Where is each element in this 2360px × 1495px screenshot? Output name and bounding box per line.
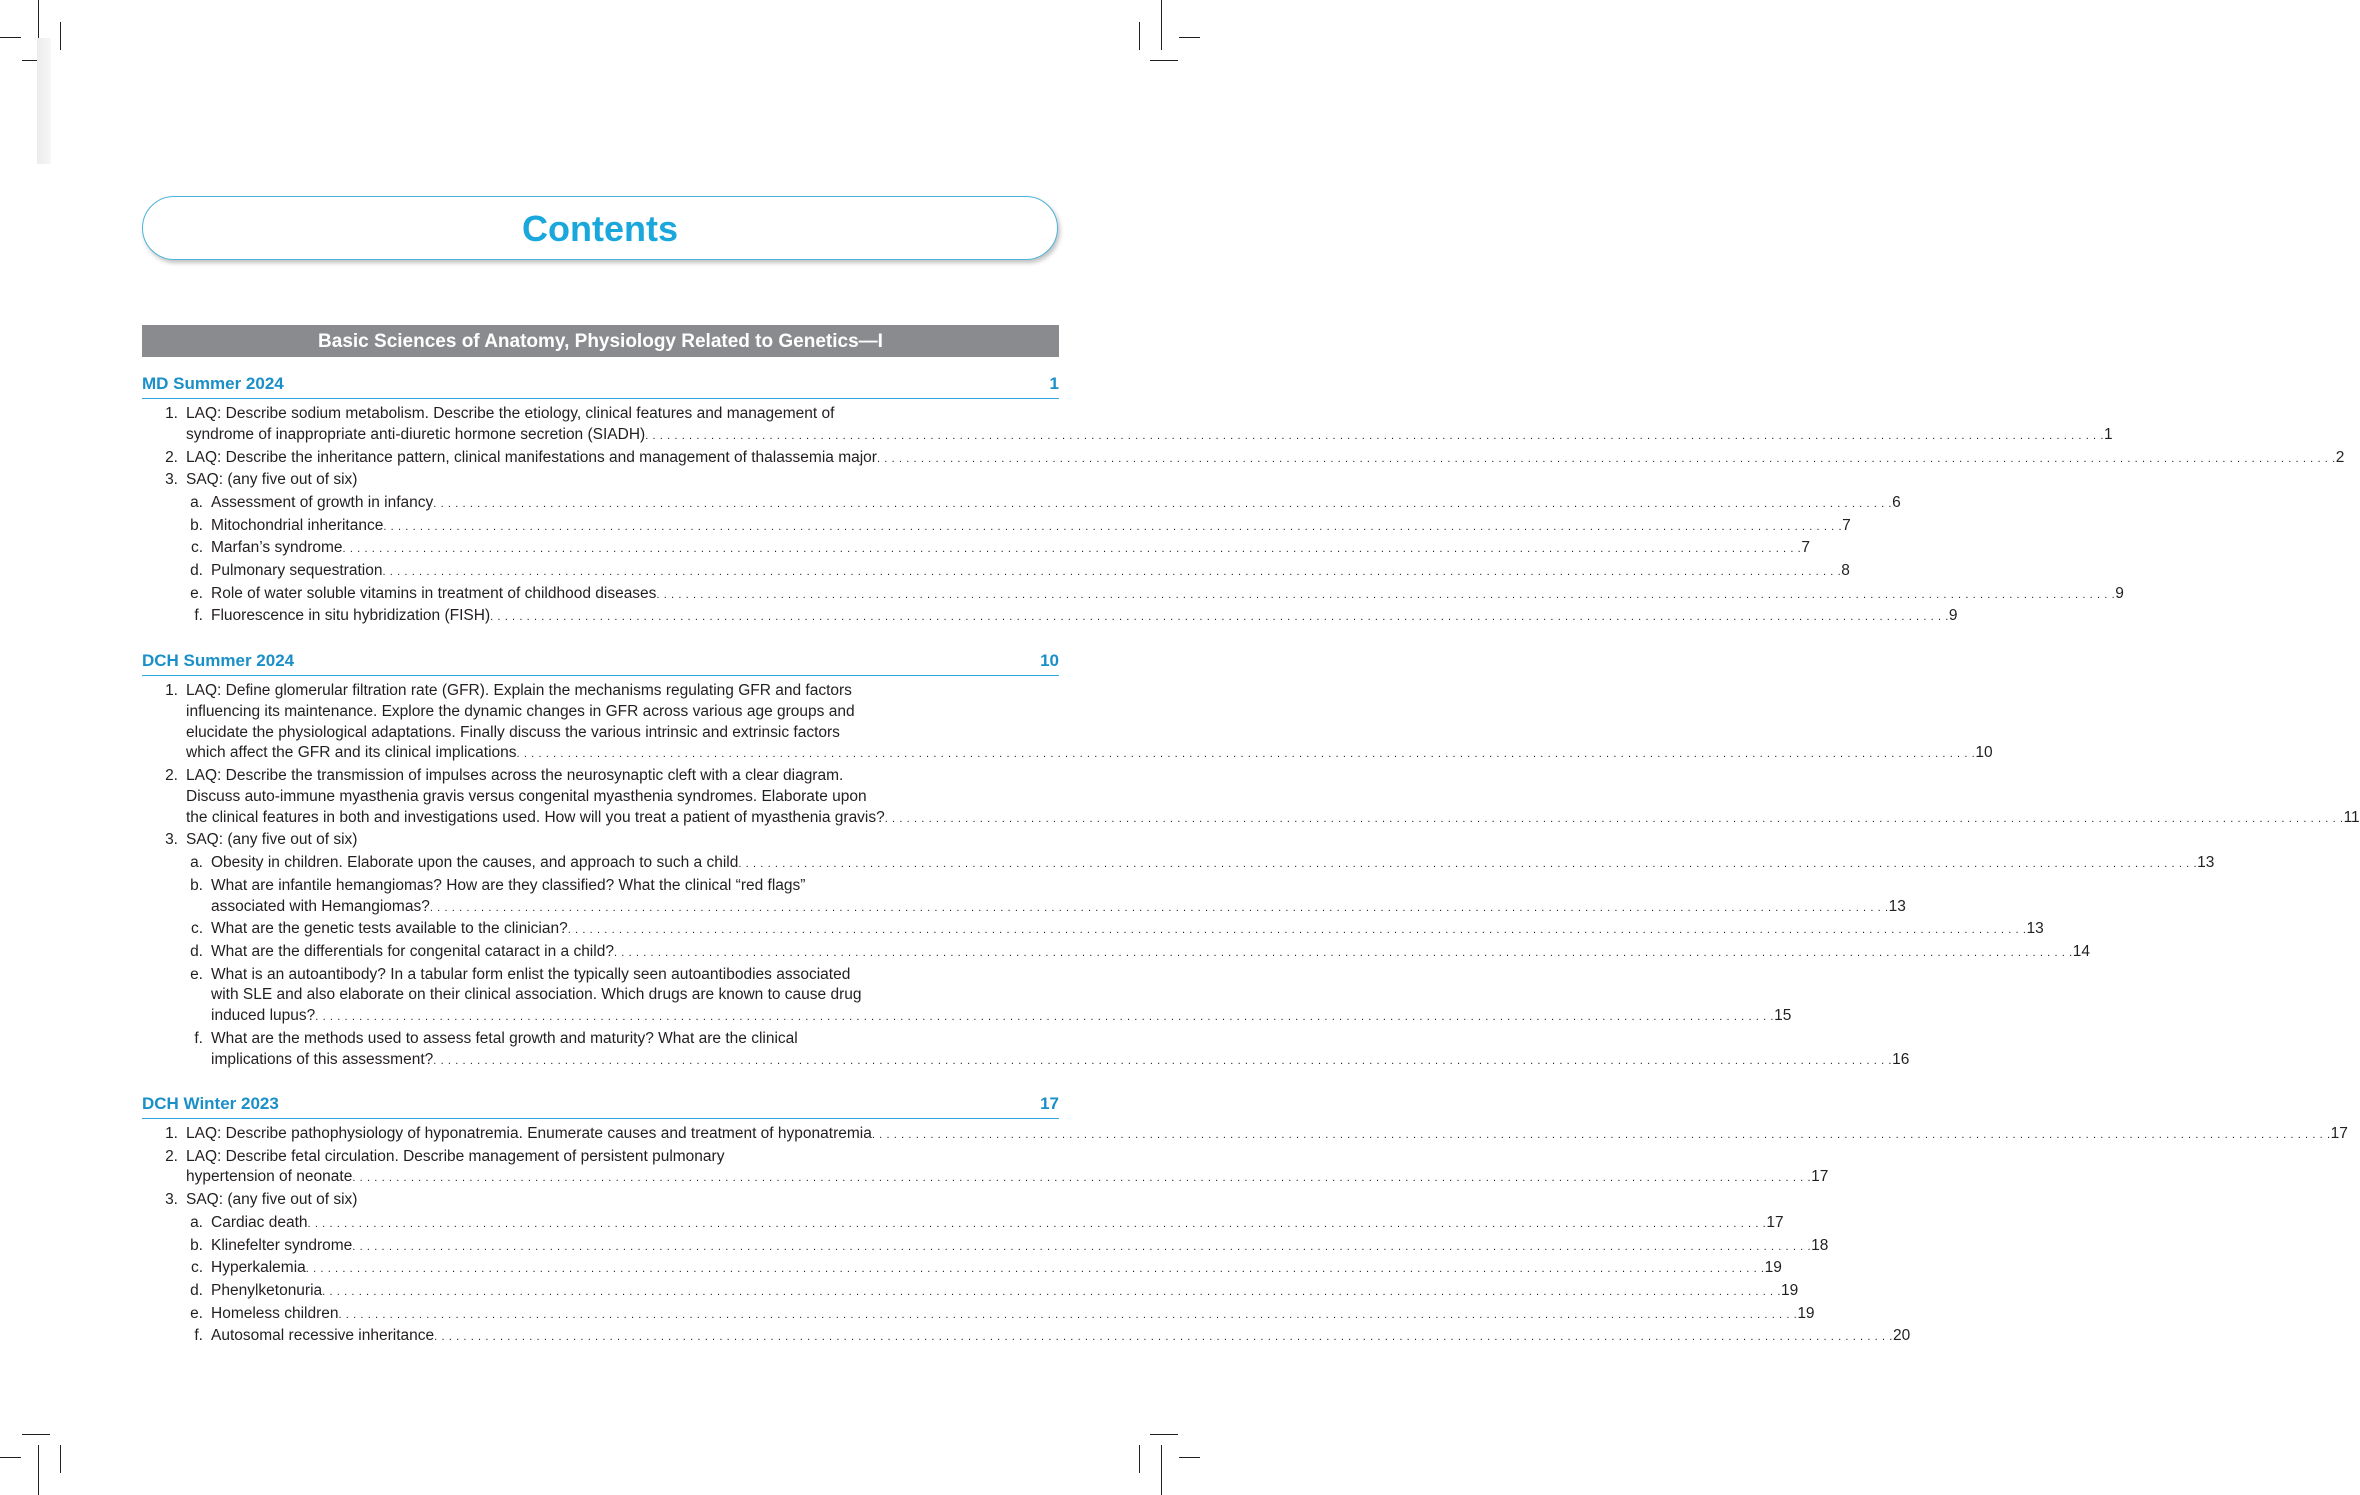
crop-mark (1161, 0, 1162, 50)
entry-text-line: Assessment of growth in infancy (211, 493, 434, 511)
entry-page-number: 16 (1892, 1050, 1910, 1068)
entry-text-line: Hyperkalemia (211, 1259, 306, 1277)
dot-leader: . . . . . . . . . . . . . . . . . . . . . . . . . . . . . . . . . . . . . . . . . . . . . . . . . . . . . . . . . . . . . . . . . . . . . . . . . . . . . . . . . . . . . . . . . . . . . . . . . . . . . . . . . . . . . . . . . . . . . . . . . . . . . . . . . . . . . . . . . . . . . . . . . . . . . . . . . . . . . . . . . . . . . . . . . . . . . . . . . . . . . . . . . . . . . . . . . . . . . . . . (307, 1217, 1767, 1230)
entry-text-line: What are the methods used to assess fetal growth and maturity? What are the clinical (211, 1030, 798, 1047)
entry-number: f. (194, 1030, 203, 1047)
entry-text-line: SAQ: (any five out of six) (186, 831, 358, 849)
entry-text-line: Discuss auto-immune myasthenia gravis versus congenital myasthenia syndromes. Elaborate upon (186, 787, 867, 805)
dot-leader: . . . . . . . . . . . . . . . . . . . . . . . . . . . . . . . . . . . . . . . . . . . . . . . . . . . . . . . . . . . . . . . . . . . . . . . . . . . . . . . . . . . . . . . . . . . . . . . . . . . . . . . . . . . . . . . . . . . . . . . . . . . . . . . . . . . . . . . . . . . . . . . . . . . . . . . . . . . . . . . . . . . . . . . . . . . . . . . . . . . . . . . . . . . . . . . . . . . . . . . . (433, 497, 1893, 510)
entry-page-number: 15 (1774, 1007, 1792, 1025)
dot-leader: . . . . . . . . . . . . . . . . . . . . . . . . . . . . . . . . . . . . . . . . . . . . . . . . . . . . . . . . . . . . . . . . . . . . . . . . . . . . . . . . . . . . . . . . . . . . . . . . . . . . . . . . . . . . . . . . . . . . . . . . . . . . . . . . . . . . . . . . . . . . . . . . . . . . . . . . . . . . . . . . . . . . . . . . . . . . . . . . . . . . . . . . . . . . . . . . . . . . . . . . (305, 1263, 1765, 1276)
crop-mark (22, 1434, 50, 1435)
entry-page-number: 20 (1892, 1327, 1911, 1345)
entry-page-number: 9 (2115, 584, 2124, 602)
entry-text-line: LAQ: Describe the inheritance pattern, clinical manifestations and management of thalassemia major (186, 448, 877, 466)
entry-page-number: 14 (2072, 943, 2091, 960)
section-page-number: 1 (1049, 374, 1059, 393)
entry-number: f. (194, 1327, 203, 1345)
part-banner: Basic Sciences of Anatomy, Physiology Related to Genetics—I (142, 325, 1059, 357)
entry-text-line: Autosomal recessive inheritance (211, 1327, 435, 1345)
dot-leader: . . . . . . . . . . . . . . . . . . . . . . . . . . . . . . . . . . . . . . . . . . . . . . . . . . . . . . . . . . . . . . . . . . . . . . . . . . . . . . . . . . . . . . . . . . . . . . . . . . . . . . . . . . . . . . . . . . . . . . . . . . . . . . . . . . . . . . . . . . . . . . . . . . . . . . . . . . . . . . . . . . . . . . . . . . . . . . . . . . . . . . . . . . . . . . . . . . . . . . . . (338, 1308, 1798, 1321)
crop-mark (0, 37, 21, 38)
entry-text-line: which affect the GFR and its clinical implications (186, 744, 517, 762)
entry-page-number: 19 (1797, 1304, 1815, 1322)
entry-number: e. (190, 584, 203, 602)
entry-number: e. (190, 965, 203, 983)
entry-number: a. (190, 1213, 203, 1231)
entry-number: 3. (165, 471, 178, 489)
dot-leader: . . . . . . . . . . . . . . . . . . . . . . . . . . . . . . . . . . . . . . . . . . . . . . . . . . . . . . . . . . . . . . . . . . . . . . . . . . . . . . . . . . . . . . . . . . . . . . . . . . . . . . . . . . . . . . . . . . . . . . . . . . . . . . . . . . . . . . . . . . . . . . . . . . . . . . . . . . . . . . . . . . . . . . . . . . . . . . . . . . . . . . . . . . . . . . . . . . . . . . . . (645, 429, 2104, 442)
entry-number: a. (190, 854, 203, 872)
entry-number: 1. (165, 682, 178, 699)
entry-number: c. (190, 920, 203, 938)
entry-page-number: 11 (2343, 808, 2360, 826)
section-page-number: 17 (1040, 1094, 1059, 1113)
dot-leader: . . . . . . . . . . . . . . . . . . . . . . . . . . . . . . . . . . . . . . . . . . . . . . . . . . . . . . . . . . . . . . . . . . . . . . . . . . . . . . . . . . . . . . . . . . . . . . . . . . . . . . . . . . . . . . . . . . . . . . . . . . . . . . . . . . . . . . . . . . . . . . . . . . . . . . . . . . . . . . . . . . . . . . . . . . . . . . . . . . . . . . . . . . . . . . . . . . . . . . . . (613, 947, 2073, 959)
entry-number: 2. (165, 767, 178, 785)
entry-number: d. (190, 943, 203, 960)
entry-page-number: 7 (1842, 516, 1851, 534)
crop-mark (1139, 1445, 1140, 1473)
entry-text-line: What are the differentials for congenital cataract in a child? (211, 943, 614, 960)
entry-text-line: hypertension of neonate (186, 1168, 353, 1186)
crop-mark (60, 22, 61, 50)
crop-mark (0, 1457, 21, 1458)
entry-number: 3. (165, 1191, 178, 1209)
entry-text-line: LAQ: Describe the transmission of impulses across the neurosynaptic cleft with a clear diagram. (186, 767, 844, 785)
entry-text-line: LAQ: Describe fetal circulation. Describe management of persistent pulmonary (186, 1147, 725, 1165)
dot-leader: . . . . . . . . . . . . . . . . . . . . . . . . . . . . . . . . . . . . . . . . . . . . . . . . . . . . . . . . . . . . . . . . . . . . . . . . . . . . . . . . . . . . . . . . . . . . . . . . . . . . . . . . . . . . . . . . . . . . . . . . . . . . . . . . . . . . . . . . . . . . . . . . . . . . . . . . . . . . . . . . . . . . . . . . . . . . . . . . . . . . . . . . . . . . . . . . . . . . . . . . (871, 1129, 2331, 1141)
entry-text-line: What is an autoantibody? In a tabular form enlist the typically seen autoantibodies associated (211, 965, 851, 983)
entry-text-line: the clinical features in both and investigations used. How will you treat a patient of myasthenia gravis? (186, 808, 885, 826)
entry-page-number: 9 (1948, 607, 1958, 625)
entry-text-line: LAQ: Define glomerular filtration rate (GFR). Explain the mechanisms regulating GFR and factors (186, 682, 852, 699)
dot-leader: . . . . . . . . . . . . . . . . . . . . . . . . . . . . . . . . . . . . . . . . . . . . . . . . . . . . . . . . . . . . . . . . . . . . . . . . . . . . . . . . . . . . . . . . . . . . . . . . . . . . . . . . . . . . . . . . . . . . . . . . . . . . . . . . . . . . . . . . . . . . . . . . . . . . . . . . . . . . . . . . . . . . . . . . . . . . . . . . . . . . . . . . . . . . . . . . . . . . . . . . (352, 1240, 1812, 1253)
dot-leader: . . . . . . . . . . . . . . . . . . . . . . . . . . . . . . . . . . . . . . . . . . . . . . . . . . . . . . . . . . . . . . . . . . . . . . . . . . . . . . . . . . . . . . . . . . . . . . . . . . . . . . . . . . . . . . . . . . . . . . . . . . . . . . . . . . . . . . . . . . . . . . . . . . . . . . . . . . . . . . . . . . . . . . . . . . . . . . . . . . . . . . . . . . . . . . . . . . . . . . . . (884, 812, 2344, 825)
dot-leader: . . . . . . . . . . . . . . . . . . . . . . . . . . . . . . . . . . . . . . . . . . . . . . . . . . . . . . . . . . . . . . . . . . . . . . . . . . . . . . . . . . . . . . . . . . . . . . . . . . . . . . . . . . . . . . . . . . . . . . . . . . . . . . . . . . . . . . . . . . . . . . . . . . . . . . . . . . . . . . . . . . . . . . . . . . . . . . . . . . . . . . . . . . . . . . . . . . . . . . . . (876, 452, 2336, 465)
entry-page-number: 18 (1811, 1236, 1829, 1254)
page-title: Contents (522, 208, 678, 249)
entry-text-line: SAQ: (any five out of six) (186, 471, 358, 489)
dot-leader: . . . . . . . . . . . . . . . . . . . . . . . . . . . . . . . . . . . . . . . . . . . . . . . . . . . . . . . . . . . . . . . . . . . . . . . . . . . . . . . . . . . . . . . . . . . . . . . . . . . . . . . . . . . . . . . . . . . . . . . . . . . . . . . . . . . . . . . . . . . . . . . . . . . . . . . . . . . . . . . . . . . . . . . . . . . . . . . . . . . . . . . . . . . . . . . . . . . . . . . . (322, 1286, 1781, 1298)
crop-mark (1179, 1457, 1200, 1458)
entry-page-number: 2 (2335, 448, 2345, 466)
dot-leader: . . . . . . . . . . . . . . . . . . . . . . . . . . . . . . . . . . . . . . . . . . . . . . . . . . . . . . . . . . . . . . . . . . . . . . . . . . . . . . . . . . . . . . . . . . . . . . . . . . . . . . . . . . . . . . . . . . . . . . . . . . . . . . . . . . . . . . . . . . . . . . . . . . . . . . . . . . . . . . . . . . . . . . . . . . . . . . . . . . . . . . . . . . . . . . . . . . . . . . . . (433, 1054, 1893, 1067)
entry-text-line: Marfan’s syndrome (211, 539, 343, 557)
dot-leader: . . . . . . . . . . . . . . . . . . . . . . . . . . . . . . . . . . . . . . . . . . . . . . . . . . . . . . . . . . . . . . . . . . . . . . . . . . . . . . . . . . . . . . . . . . . . . . . . . . . . . . . . . . . . . . . . . . . . . . . . . . . . . . . . . . . . . . . . . . . . . . . . . . . . . . . . . . . . . . . . . . . . . . . . . . . . . . . . . . . . . . . . . . . . . . . . . . . . . . . . (490, 611, 1949, 624)
entry-number: b. (190, 1236, 203, 1254)
entry-number: d. (190, 562, 203, 579)
entry-text-line: SAQ: (any five out of six) (186, 1191, 358, 1209)
crop-mark (38, 1445, 39, 1495)
dot-leader: . . . . . . . . . . . . . . . . . . . . . . . . . . . . . . . . . . . . . . . . . . . . . . . . . . . . . . . . . . . . . . . . . . . . . . . . . . . . . . . . . . . . . . . . . . . . . . . . . . . . . . . . . . . . . . . . . . . . . . . . . . . . . . . . . . . . . . . . . . . . . . . . . . . . . . . . . . . . . . . . . . . . . . . . . . . . . . . . . . . . . . . . . . . . . . . . . . . . . . . . (383, 520, 1843, 533)
entry-number: 1. (165, 1125, 178, 1142)
entry-text-line: LAQ: Describe pathophysiology of hyponatremia. Enumerate causes and treatment of hyponatremia (186, 1125, 872, 1142)
entry-page-number: 10 (1975, 744, 1993, 762)
crop-mark (1179, 37, 1200, 38)
crop-mark (60, 1445, 61, 1473)
entry-number: e. (190, 1304, 203, 1322)
entry-text-line: Obesity in children. Elaborate upon the causes, and approach to such a child (211, 854, 739, 872)
page-edge-strip (37, 38, 51, 164)
entry-text-line: What are the genetic tests available to the clinician? (211, 920, 568, 938)
entry-text-line: induced lupus? (211, 1007, 316, 1025)
entry-number: 3. (165, 831, 178, 849)
entry-number: a. (190, 493, 203, 511)
dot-leader: . . . . . . . . . . . . . . . . . . . . . . . . . . . . . . . . . . . . . . . . . . . . . . . . . . . . . . . . . . . . . . . . . . . . . . . . . . . . . . . . . . . . . . . . . . . . . . . . . . . . . . . . . . . . . . . . . . . . . . . . . . . . . . . . . . . . . . . . . . . . . . . . . . . . . . . . . . . . . . . . . . . . . . . . . . . . . . . . . . . . . . . . . . . . . . . . . . . . . . . . (434, 1331, 1893, 1344)
entry-number: b. (190, 876, 203, 894)
dot-leader: . . . . . . . . . . . . . . . . . . . . . . . . . . . . . . . . . . . . . . . . . . . . . . . . . . . . . . . . . . . . . . . . . . . . . . . . . . . . . . . . . . . . . . . . . . . . . . . . . . . . . . . . . . . . . . . . . . . . . . . . . . . . . . . . . . . . . . . . . . . . . . . . . . . . . . . . . . . . . . . . . . . . . . . . . . . . . . . . . . . . . . . . . . . . . . . . . . . . . . . . (738, 858, 2198, 871)
section-heading (142, 1094, 1059, 1119)
entry-text-line: with SLE and also elaborate on their clinical association. Which drugs are known to cause drug (211, 986, 862, 1004)
entry-text-line: Cardiac death (211, 1213, 308, 1231)
entry-text-line: associated with Hemangiomas? (211, 897, 430, 915)
section-title: DCH Winter 2023 (142, 1094, 279, 1113)
entry-text-line: implications of this assessment? (211, 1050, 434, 1068)
entry-text-line: Mitochondrial inheritance (211, 516, 384, 534)
contents-title-box (142, 196, 1058, 260)
crop-mark (1150, 60, 1178, 61)
dot-leader: . . . . . . . . . . . . . . . . . . . . . . . . . . . . . . . . . . . . . . . . . . . . . . . . . . . . . . . . . . . . . . . . . . . . . . . . . . . . . . . . . . . . . . . . . . . . . . . . . . . . . . . . . . . . . . . . . . . . . . . . . . . . . . . . . . . . . . . . . . . . . . . . . . . . . . . . . . . . . . . . . . . . . . . . . . . . . . . . . . . . . . . . . . . . . . . . . . . . . . . . (567, 924, 2027, 937)
entry-text-line: elucidate the physiological adaptations. Finally discuss the various intrinsic and extrinsic factors (186, 723, 840, 741)
entry-page-number: 17 (1811, 1168, 1829, 1186)
entry-page-number: 13 (2197, 854, 2215, 872)
section-heading (142, 374, 1059, 399)
crop-mark (1139, 22, 1140, 50)
entry-text-line: syndrome of inappropriate anti-diuretic hormone secretion (SIADH) (186, 425, 646, 443)
dot-leader: . . . . . . . . . . . . . . . . . . . . . . . . . . . . . . . . . . . . . . . . . . . . . . . . . . . . . . . . . . . . . . . . . . . . . . . . . . . . . . . . . . . . . . . . . . . . . . . . . . . . . . . . . . . . . . . . . . . . . . . . . . . . . . . . . . . . . . . . . . . . . . . . . . . . . . . . . . . . . . . . . . . . . . . . . . . . . . . . . . . . . . . . . . . . . . . . . . . . . . . . (516, 748, 1976, 761)
dot-leader: . . . . . . . . . . . . . . . . . . . . . . . . . . . . . . . . . . . . . . . . . . . . . . . . . . . . . . . . . . . . . . . . . . . . . . . . . . . . . . . . . . . . . . . . . . . . . . . . . . . . . . . . . . . . . . . . . . . . . . . . . . . . . . . . . . . . . . . . . . . . . . . . . . . . . . . . . . . . . . . . . . . . . . . . . . . . . . . . . . . . . . . . . . . . . . . . . . . . . . . . (656, 588, 2116, 601)
entry-page-number: 13 (2026, 920, 2044, 938)
dot-leader: . . . . . . . . . . . . . . . . . . . . . . . . . . . . . . . . . . . . . . . . . . . . . . . . . . . . . . . . . . . . . . . . . . . . . . . . . . . . . . . . . . . . . . . . . . . . . . . . . . . . . . . . . . . . . . . . . . . . . . . . . . . . . . . . . . . . . . . . . . . . . . . . . . . . . . . . . . . . . . . . . . . . . . . . . . . . . . . . . . . . . . . . . . . . . . . . . . . . . . . . (429, 901, 1889, 914)
entry-page-number: 6 (1892, 493, 1901, 511)
section-title: DCH Summer 2024 (142, 651, 295, 670)
entry-text-line: Role of water soluble vitamins in treatment of childhood diseases (211, 584, 657, 602)
entry-text-line: LAQ: Describe sodium metabolism. Describe the etiology, clinical features and management of (186, 405, 835, 422)
entry-text-line: Fluorescence in situ hybridization (FISH) (211, 607, 491, 625)
entry-number: 2. (165, 1147, 178, 1165)
entry-page-number: 7 (1801, 539, 1810, 557)
entry-number: c. (190, 539, 203, 557)
entry-number: c. (190, 1259, 203, 1277)
section-title: MD Summer 2024 (142, 374, 284, 393)
dot-leader: . . . . . . . . . . . . . . . . . . . . . . . . . . . . . . . . . . . . . . . . . . . . . . . . . . . . . . . . . . . . . . . . . . . . . . . . . . . . . . . . . . . . . . . . . . . . . . . . . . . . . . . . . . . . . . . . . . . . . . . . . . . . . . . . . . . . . . . . . . . . . . . . . . . . . . . . . . . . . . . . . . . . . . . . . . . . . . . . . . . . . . . . . . . . . . . . . . . . . . . . (382, 566, 1842, 578)
entry-number: d. (190, 1282, 203, 1299)
entry-text-line: Pulmonary sequestration (211, 562, 383, 579)
dot-leader: . . . . . . . . . . . . . . . . . . . . . . . . . . . . . . . . . . . . . . . . . . . . . . . . . . . . . . . . . . . . . . . . . . . . . . . . . . . . . . . . . . . . . . . . . . . . . . . . . . . . . . . . . . . . . . . . . . . . . . . . . . . . . . . . . . . . . . . . . . . . . . . . . . . . . . . . . . . . . . . . . . . . . . . . . . . . . . . . . . . . . . . . . . . . . . . . . . . . . . . . (315, 1011, 1775, 1024)
entry-text-line: Homeless children (211, 1304, 339, 1322)
entry-number: f. (194, 607, 203, 625)
entry-number: 2. (165, 448, 178, 466)
dot-leader: . . . . . . . . . . . . . . . . . . . . . . . . . . . . . . . . . . . . . . . . . . . . . . . . . . . . . . . . . . . . . . . . . . . . . . . . . . . . . . . . . . . . . . . . . . . . . . . . . . . . . . . . . . . . . . . . . . . . . . . . . . . . . . . . . . . . . . . . . . . . . . . . . . . . . . . . . . . . . . . . . . . . . . . . . . . . . . . . . . . . . . . . . . . . . . . . . . . . . . . . (342, 543, 1802, 556)
dot-leader: . . . . . . . . . . . . . . . . . . . . . . . . . . . . . . . . . . . . . . . . . . . . . . . . . . . . . . . . . . . . . . . . . . . . . . . . . . . . . . . . . . . . . . . . . . . . . . . . . . . . . . . . . . . . . . . . . . . . . . . . . . . . . . . . . . . . . . . . . . . . . . . . . . . . . . . . . . . . . . . . . . . . . . . . . . . . . . . . . . . . . . . . . . . . . . . . . . . . . . . . (352, 1172, 1812, 1185)
entry-page-number: 17 (2330, 1125, 2348, 1142)
crop-mark (1150, 1434, 1178, 1435)
entry-text-line: What are infantile hemangiomas? How are they classified? What the clinical “red flags” (211, 876, 806, 894)
entry-page-number: 13 (1888, 897, 1906, 915)
section-page-number: 10 (1040, 651, 1059, 670)
entry-page-number: 19 (1764, 1259, 1782, 1277)
entry-number: b. (190, 516, 203, 534)
entry-page-number: 8 (1841, 562, 1850, 579)
crop-mark (1161, 1445, 1162, 1495)
entry-page-number: 1 (2104, 425, 2113, 443)
entry-text-line: influencing its maintenance. Explore the dynamic changes in GFR across various age groups and (186, 702, 855, 720)
entry-text-line: Klinefelter syndrome (211, 1236, 353, 1254)
entry-text-line: Phenylketonuria (211, 1282, 323, 1299)
entry-page-number: 19 (1780, 1282, 1799, 1299)
section-heading (142, 651, 1059, 676)
entry-number: 1. (165, 405, 178, 422)
entry-page-number: 17 (1766, 1213, 1784, 1231)
